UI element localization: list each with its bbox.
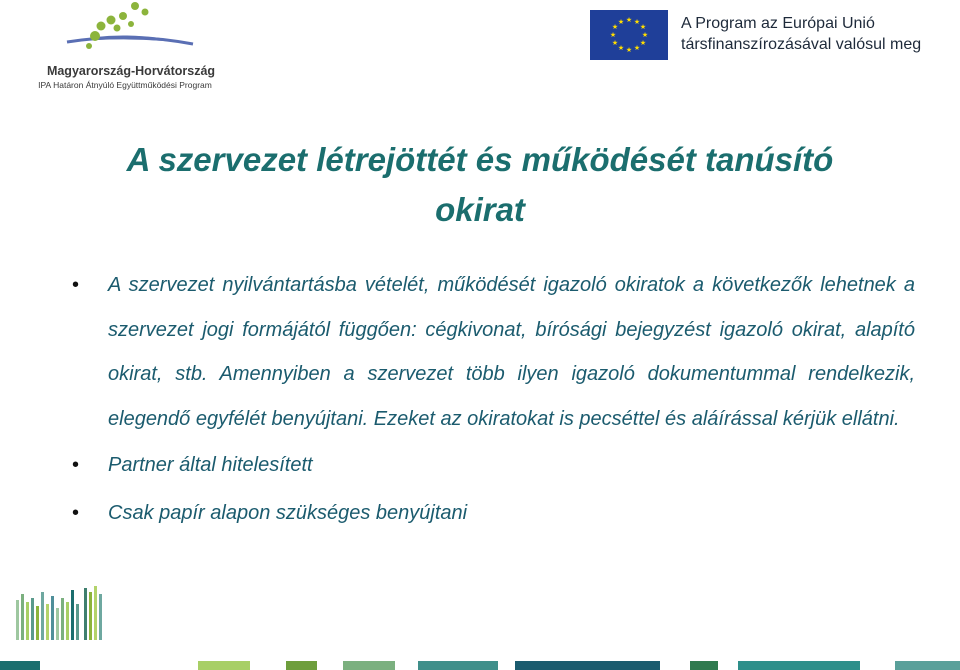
svg-text:★: ★ [625,46,633,54]
svg-text:★: ★ [633,18,641,26]
eu-notice-line1: A Program az Európai Unió [681,15,875,32]
bullet-symbol: • [72,274,80,296]
program-logo-title: Magyarország-Horvátország [46,64,216,78]
decorative-bars-icon [0,580,120,670]
svg-text:★: ★ [611,23,619,31]
slide-title-line1: A szervezet létrejöttét és működését tanúsító [126,141,834,178]
bullet-text: A szervezet nyilvántartásba vételét, működését igazoló okiratok a következők lehetnek a szervezet jogi formájától függően: cégkivonat, bírósági bejegyzést igazoló okirat, alapító okirat, stb. Amennyiben a szervezet több ilyen igazoló dokumentummal rendelkezik, elegendő egyfélét benyújtani. Ezeket az okiratokat is pecséttel és aláírással kérjük ellátni. [108,274,915,430]
bullet-item [72,489,915,537]
svg-text:★: ★ [641,31,649,39]
bullet-text: Partner által hitelesített [108,454,313,476]
bullet-item [72,441,915,489]
slide-title [60,135,900,235]
bullet-text: Csak papír alapon szükséges benyújtani [108,502,468,524]
svg-text:★: ★ [609,31,617,39]
program-logo-subtitle: IPA Határon Átnyúló Együttműködési Program [38,80,212,90]
eu-notice-line2: társfinanszírozásával valósul meg [681,36,922,53]
bullet-list [72,263,915,537]
svg-text:★: ★ [639,39,647,47]
bullet-item [72,263,915,441]
slide-title-line2: okirat [435,191,525,228]
svg-text:★: ★ [633,44,641,52]
svg-text:★: ★ [617,44,625,52]
program-logo [25,0,225,95]
bullet-symbol: • [72,454,80,476]
svg-text:★: ★ [625,16,633,24]
svg-text:★: ★ [617,18,625,26]
program-logo-icon [65,0,225,60]
eu-flag-icon [590,10,668,60]
svg-text:★: ★ [639,23,647,31]
bullet-symbol: • [72,502,80,524]
eu-cofinancing-notice [590,10,950,65]
svg-text:★: ★ [611,39,619,47]
bottom-color-strip [0,661,960,670]
